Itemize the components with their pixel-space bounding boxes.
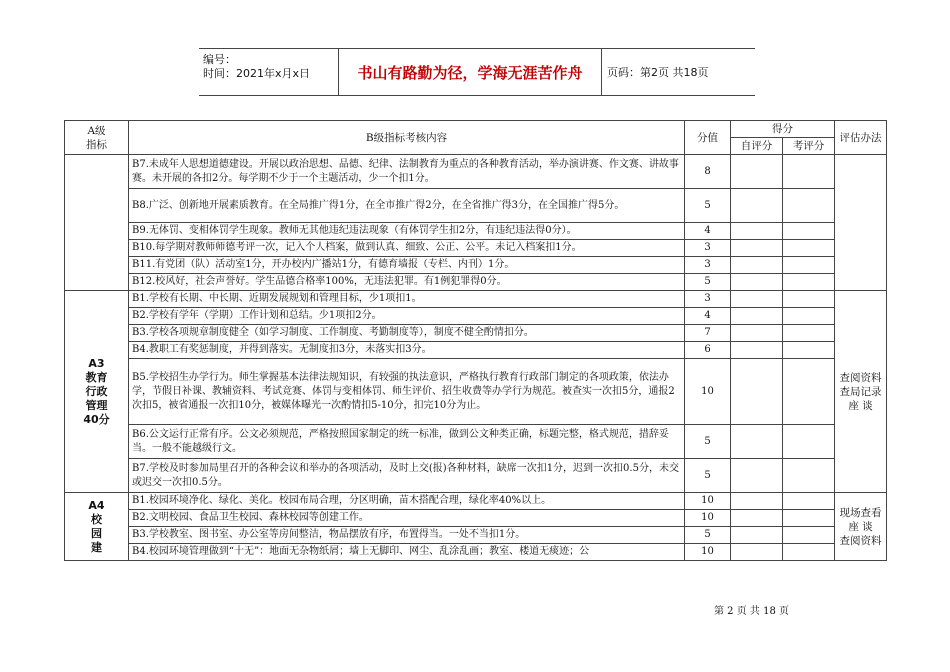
time-label: 时间：2021年x月x日 — [203, 67, 311, 80]
table-row — [65, 544, 887, 561]
b-indicator-text: B6.公文运行正常有序。公文必须规范，严格按照国家制定的统一标准，做到公文种类正确，标题完整，格式规范，措辞妥当。一般不能越级行文。 — [129, 425, 685, 459]
score-value: 5 — [685, 189, 731, 223]
table-row — [65, 274, 887, 291]
b-indicator-text: B1.学校有长期、中长期、近期发展规划和管理目标，少1项扣1。 — [129, 291, 685, 308]
self-score-cell — [731, 459, 783, 493]
self-score-cell — [731, 342, 783, 359]
score-value: 7 — [685, 325, 731, 342]
table-row — [65, 155, 887, 189]
b-indicator-text: B3.学校各项规章制度健全（如学习制度、工作制度、考勤制度等），制度不健全酌情扣分。 — [129, 325, 685, 342]
b-indicator-text: B5.学校招生办学行为。师生掌握基本法律法规知识，有较强的执法意识，严格执行教育行政部门制定的各项政策，依法办学，节假日补课、教辅资料、考试竞赛、体罚与变相体罚、师生评价、招生收费等办学行为规范。被查实一次扣5分，通报2次扣5，被省通报一次扣10分，被媒体曝光一次酌情扣5-10分，扣完10分为止。 — [129, 359, 685, 425]
self-score-cell — [731, 155, 783, 189]
exam-score-cell — [783, 240, 835, 257]
score-value: 5 — [685, 459, 731, 493]
b-indicator-text: B12.校风好，社会声誉好。学生品德合格率100%，无违法犯罪。有1例犯罪得0分。 — [129, 274, 685, 291]
exam-score-cell — [783, 325, 835, 342]
table-row — [65, 308, 887, 325]
score-value: 10 — [685, 510, 731, 527]
table-row — [65, 359, 887, 425]
page-footer: 第 2 页 共 18 页 — [714, 606, 789, 617]
b-indicator-text: B9.无体罚、变相体罚学生现象。教师无其他违纪违法现象（有体罚学生扣2分，有违纪违法得0分）。 — [129, 223, 685, 240]
self-score-cell — [731, 325, 783, 342]
col-score-header: 分值 — [685, 121, 731, 155]
exam-score-cell — [783, 359, 835, 425]
score-value: 5 — [685, 274, 731, 291]
self-score-cell — [731, 223, 783, 240]
code-label: 编号： — [203, 53, 236, 66]
table-row — [65, 342, 887, 359]
table-row — [65, 291, 887, 308]
col-got-header: 得分 — [731, 121, 835, 138]
table-row — [65, 240, 887, 257]
page-label: 页码：第2页 共18页 — [607, 66, 709, 79]
col-exam-header: 考评分 — [783, 138, 835, 155]
exam-score-cell — [783, 223, 835, 240]
exam-score-cell — [783, 274, 835, 291]
b-indicator-text: B11.有党团（队）活动室1分，开办校内广播站1分，有德育墙报（专栏、内刊）1分。 — [129, 257, 685, 274]
b-indicator-text: B10.每学期对教师师德考评一次，记入个人档案，做到认真、细致、公正、公平。未记入档案扣1分。 — [129, 240, 685, 257]
exam-score-cell — [783, 544, 835, 561]
score-value: 4 — [685, 223, 731, 240]
table-row — [65, 425, 887, 459]
self-score-cell — [731, 308, 783, 325]
page-header — [199, 48, 755, 96]
evaluation-method-cell — [835, 155, 887, 291]
self-score-cell — [731, 189, 783, 223]
self-score-cell — [731, 544, 783, 561]
table-row — [65, 510, 887, 527]
col-self-header: 自评分 — [731, 138, 783, 155]
table-row — [65, 325, 887, 342]
self-score-cell — [731, 493, 783, 510]
exam-score-cell — [783, 257, 835, 274]
self-score-cell — [731, 257, 783, 274]
motto: 书山有路勤为径，学海无涯苦作舟 — [339, 49, 602, 95]
table-row — [65, 527, 887, 544]
exam-score-cell — [783, 308, 835, 325]
table-row — [65, 493, 887, 510]
score-value: 5 — [685, 425, 731, 459]
exam-score-cell — [783, 291, 835, 308]
score-value: 3 — [685, 291, 731, 308]
evaluation-table — [64, 120, 887, 561]
exam-score-cell — [783, 342, 835, 359]
b-indicator-text: B4.校园环境管理做到“十无”：地面无杂物纸屑；墙上无脚印、网尘、乱涂乱画；教室、楼道无痰迹；公 — [129, 544, 685, 561]
evaluation-method-cell: 查阅资料 查局记录 座 谈 — [835, 291, 887, 493]
col-method-header: 评估办法 — [835, 121, 887, 155]
exam-score-cell — [783, 459, 835, 493]
score-value: 10 — [685, 359, 731, 425]
b-indicator-text: B8.广泛、创新地开展素质教育。在全局推广得1分，在全市推广得2分，在全省推广得3分，在全国推广得5分。 — [129, 189, 685, 223]
b-indicator-text: B7.未成年人思想道德建设。开展以政治思想、品德、纪律、法制教育为重点的各种教育活动，举办演讲赛、作文赛、讲故事赛。未开展的各扣2分。每学期不少于一个主题活动，少一个扣1分。 — [129, 155, 685, 189]
table-row — [65, 223, 887, 240]
self-score-cell — [731, 527, 783, 544]
exam-score-cell — [783, 510, 835, 527]
self-score-cell — [731, 291, 783, 308]
score-value: 6 — [685, 342, 731, 359]
a-indicator-cell: A4 校 园 建 — [65, 493, 129, 561]
score-value: 3 — [685, 240, 731, 257]
col-a-header: A级 指标 — [65, 121, 129, 155]
self-score-cell — [731, 274, 783, 291]
table-row — [65, 257, 887, 274]
exam-score-cell — [783, 189, 835, 223]
b-indicator-text: B3.学校教室、图书室、办公室等房间整洁，物品摆放有序，布置得当。一处不当扣1分。 — [129, 527, 685, 544]
b-indicator-text: B7.学校及时参加局里召开的各种会议和举办的各项活动，及时上交(报)各种材料，缺席一次扣1分，迟到一次扣0.5分，未交或迟交一次扣0.5分。 — [129, 459, 685, 493]
exam-score-cell — [783, 155, 835, 189]
self-score-cell — [731, 359, 783, 425]
score-value: 4 — [685, 308, 731, 325]
score-value: 10 — [685, 544, 731, 561]
self-score-cell — [731, 240, 783, 257]
b-indicator-text: B2.学校有学年（学期）工作计划和总结。少1项扣2分。 — [129, 308, 685, 325]
b-indicator-text: B1.校园环境净化、绿化、美化。校园布局合理，分区明确，苗木搭配合理，绿化率40%以上。 — [129, 493, 685, 510]
exam-score-cell — [783, 425, 835, 459]
score-value: 8 — [685, 155, 731, 189]
a-indicator-cell: A3 教育 行政 管理 40分 — [65, 291, 129, 493]
exam-score-cell — [783, 527, 835, 544]
evaluation-method-cell: 现场查看 座 谈 查阅资料 — [835, 493, 887, 561]
score-value: 3 — [685, 257, 731, 274]
col-b-header: B级指标考核内容 — [129, 121, 685, 155]
table-row — [65, 459, 887, 493]
self-score-cell — [731, 510, 783, 527]
score-value: 10 — [685, 493, 731, 510]
b-indicator-text: B4.教职工有奖惩制度，并得到落实。无制度扣3分，未落实扣3分。 — [129, 342, 685, 359]
score-value: 5 — [685, 527, 731, 544]
header-meta — [199, 49, 339, 95]
self-score-cell — [731, 425, 783, 459]
table-row — [65, 189, 887, 223]
b-indicator-text: B2.文明校园、食品卫生校园、森林校园等创建工作。 — [129, 510, 685, 527]
a-indicator-cell — [65, 155, 129, 291]
exam-score-cell — [783, 493, 835, 510]
